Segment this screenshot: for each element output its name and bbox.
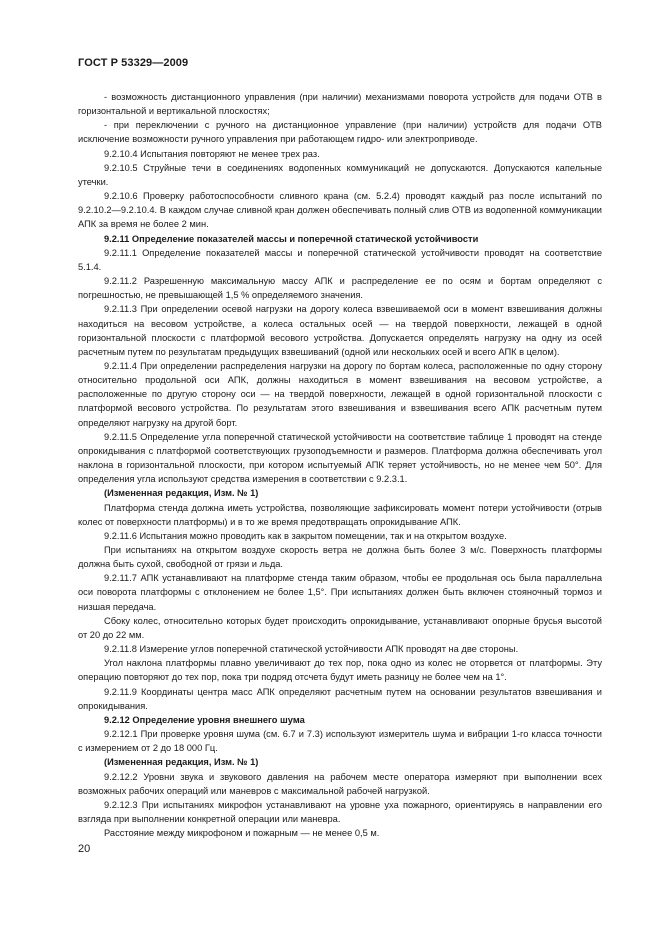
paragraph: Платформа стенда должна иметь устройства, позволяющие зафиксировать момент потери устойчивости (отрыв колес от поверхности платформы) и в то же время предотвращать опрокидывание АПК. [78,502,602,527]
paragraph: 9.2.10.6 Проверку работоспособности сливного крана (см. 5.2.4) проводят каждый раз после испытаний по 9.2.10.2—9.2.10.4. В каждом случае сливной кран должен обеспечивать полный слив ОТВ из водопенной коммуникации АПК за время не более 2 мин. [78,191,602,230]
paragraph: 9.2.10.5 Струйные течи в соединениях водопенных коммуникаций не допускаются. Допускаются капельные утечки. [78,162,602,187]
paragraph: 9.2.12.2 Уровни звука и звукового давления на рабочем месте оператора измеряют при выполнении всех возможных рабочих операций или маневров с максимальной рабочей нагрузкой. [78,771,602,796]
paragraph: 9.2.12.1 При проверке уровня шума (см. 6.7 и 7.3) используют измеритель шума и вибрации 1-го класса точности с измерением от 2 до 18 000 Гц. [78,729,602,754]
paragraph: 9.2.11.5 Определение угла поперечной статической устойчивости на соответствие таблице 1 проводят на стенде опрокидывания с платформой соответствующих грузоподъемности и размеров. Платформа должна обеспечивать угол наклона в горизонтальной плоскости, при котором испытуемый АПК теряет устойчивость, но не менее чем 50°. Для определения угла используют средства измерения в соответствии с 9.2.3.1. [78,431,602,485]
paragraph: 9.2.11.7 АПК устанавливают на платформе стенда таким образом, чтобы ее продольная ось была параллельна оси поворота платформы с отклонением не более 1,5°. При испытаниях должен быть включен стояночный тормоз и низшая передача. [78,573,602,612]
section-heading: (Измененная редакция, Изм. № 1) [104,488,259,499]
paragraph: 9.2.11.3 При определении осевой нагрузки на дорогу колеса взвешиваемой оси в момент взвешивания должны находиться на весовом устройстве, а колеса остальных осей — на твердой поверхности, лежащей в одной горизонтальной плоскости с платформой весового устройства. Допускается определять нагрузку на одну из осей расчетным путем по результатам предыдущих взвешиваний (одной или нескольких осей и всего АПК в целом). [78,304,602,357]
paragraph: Сбоку колес, относительно которых будет происходить опрокидывание, устанавливают опорные брусья высотой от 20 до 22 мм. [78,615,602,640]
paragraph: При испытаниях на открытом воздухе скорость ветра не должна быть более 3 м/с. Поверхность платформы должна быть сухой, свободной от грязи и льда. [78,545,602,570]
paragraph: 9.2.10.4 Испытания повторяют не менее трех раз. [104,148,320,159]
section-heading: 9.2.12 Определение уровня внешнего шума [104,714,305,725]
section-heading: (Измененная редакция, Изм. № 1) [104,757,259,768]
document-body [78,90,602,840]
paragraph: 9.2.11.1 Определение показателей массы и поперечной статической устойчивости проводят на соответствие 5.1.4. [78,247,602,272]
paragraph: 9.2.12.3 При испытаниях микрофон устанавливают на уровне уха пожарного, ориентируясь в направлении его взгляда при выполнении конкретной операции или маневра. [78,799,602,824]
paragraph: 9.2.11.9 Координаты центра масс АПК определяют расчетным путем на основании результатов взвешивания и опрокидывания. [78,686,602,711]
paragraph: 9.2.11.6 Испытания можно проводить как в закрытом помещении, так и на открытом воздухе. [104,530,507,541]
paragraph: 9.2.11.2 Разрешенную максимальную массу АПК и распределение ее по осям и бортам определяют с погрешностью, не превышающей 1,5 % определяемого значения. [78,276,602,301]
paragraph: Расстояние между микрофоном и пожарным — не менее 0,5 м. [104,828,380,839]
document-header: ГОСТ Р 53329—2009 [78,57,189,69]
paragraph: Угол наклона платформы плавно увеличивают до тех пор, пока одно из колес не оторвется от платформы. Эту операцию повторяют до тех пор, пока три подряд отсчета будут иметь разницу не более чем на 1°. [78,658,602,683]
section-heading: 9.2.11 Определение показателей массы и поперечной статической устойчивости [104,233,479,244]
paragraph: - возможность дистанционного управления (при наличии) механизмами поворота устройств для подачи ОТВ в горизонтальной и вертикальной плоскостях; [78,92,602,117]
page-number: 20 [78,843,91,855]
paragraph: - при переключении с ручного на дистанционное управление (при наличии) устройств для подачи ОТВ исключение возможности ручного управления при работающем гидро- или электроприводе. [78,120,602,145]
paragraph: 9.2.11.4 При определении распределения нагрузки на дорогу по бортам колеса, расположенные по одну сторону относительно продольной оси АПК, должны находиться в момент взвешивания на весовом устройстве, а расположенные по другую сторону оси — на твердой поверхности, лежащей в одной горизонтальной плоскости с платформой весового устройства. По результатам этого взвешивания и взвешивания всего АПК расчетным путем определяют нагрузку на другой борт. [78,360,602,428]
paragraph: 9.2.11.8 Измерение углов поперечной статической устойчивости АПК проводят на две стороны. [104,644,519,655]
